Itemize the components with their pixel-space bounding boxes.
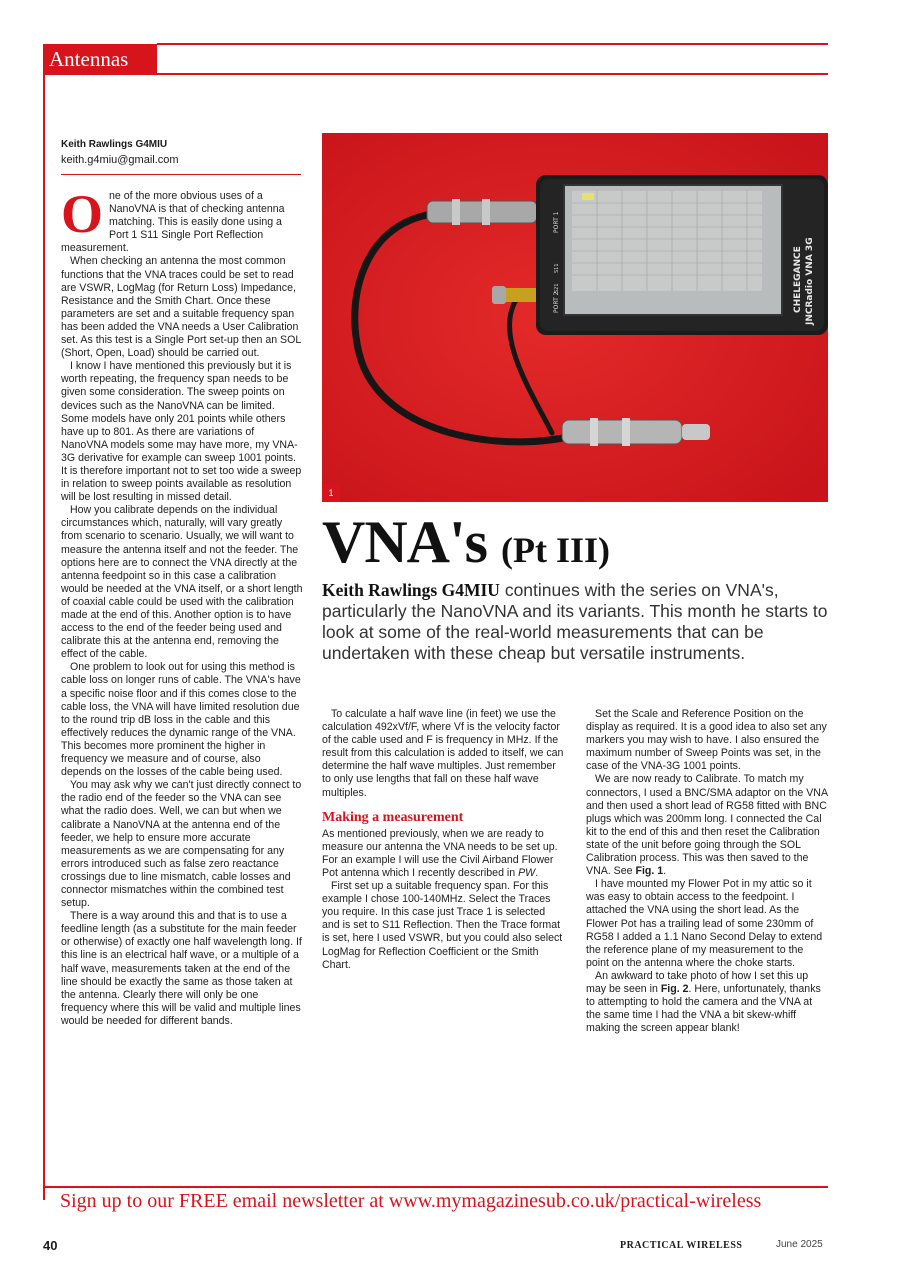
- paragraph-text: ne of the more obvious uses of a NanoVNA is that of checking antenna matching. This is easily done using a Port 1 S11 Single Port Reflection measurement.: [61, 190, 285, 255]
- standfirst-author: Keith Rawlings G4MIU: [322, 580, 500, 600]
- device-model-label: JNCRadio VNA 3G: [805, 237, 815, 325]
- byline-email[interactable]: keith.g4miu@gmail.com: [61, 154, 179, 166]
- figure-reference: Fig. 2: [660, 982, 689, 995]
- magazine-reference: PW: [518, 866, 536, 879]
- vna-photo-illustration: [322, 133, 828, 502]
- paragraph-text: . Here, unfortunately, thanks to attempting to hold the camera and the VNA at the same time I had the VNA a bit skew-whiff making the screen appear blank!: [586, 982, 821, 1035]
- margin-rule: [43, 73, 45, 1200]
- magazine-name: PRACTICAL WIRELESS: [620, 1240, 743, 1251]
- paragraph: One problem to look out for using this method is cable loss on longer runs of cable. The VNA's have a specific noise floor and if this comes close to the cable loss, the VNA will have limited resolution due to the round trip dB loss in the cable and this effectively reduces the dynamic range of the VNA. This becomes more prominent the higher in frequency we measure and of course, also depends on the losses of the cable being used.: [61, 661, 301, 779]
- paragraph-text: An awkward to take photo of how I set this up may be seen in: [586, 969, 809, 995]
- article-column-1: [61, 184, 303, 1028]
- paragraph: First set up a suitable frequency span. For this example I chose 100-140MHz. Select the Traces you require. In this case just Trace 1 is selected and is set to S11 Reflection. Then the Trace format is set, here I used VSWR, but you could also select LogMag for Reflection Coefficient or the Smith Chart.: [322, 880, 563, 971]
- paragraph: How you calibrate depends on the individual circumstances which, naturally, will vary greatly from scenario to scenario. Usually, we will want to measure the antenna itself and not the feeder. The options here are to connect the VNA directly at the antenna feedpoint so in this case a calibration would be needed at the VNA itself, or a short length of coaxial cable could be used with the calibration made at the end of this. Another option is to have access to the end of the feeder being used and calibrate this at the antenna end, removing the effect of the cable.: [61, 504, 303, 661]
- standfirst: [322, 580, 828, 664]
- byline-rule: [61, 174, 301, 175]
- headline-main: VNA's: [322, 509, 488, 575]
- dropcap: O: [61, 184, 104, 244]
- paragraph: I have mounted my Flower Pot in my attic so it was easy to obtain access to the feedpoint. I attached the VNA using the short lead. As the Flower Pot has a trailing lead of some 230mm of RG58 I added a 1.1 Nano Second Delay to extend the reference plane of my measurement to the point on the antenna where the choke starts.: [586, 878, 823, 969]
- issue-date: June 2025: [776, 1239, 823, 1250]
- article-column-3: [586, 708, 829, 1035]
- section-label: Antennas: [43, 44, 157, 74]
- headline-sub: (Pt III): [501, 530, 610, 570]
- paragraph: Set the Scale and Reference Position on the display as required. It is a good idea to also set any markers you may wish to have. I also ensured the maximum number of Sweep Points was set, in the case of the VNA-3G 1001 points.: [586, 708, 827, 773]
- standfirst-text: continues with the series on VNA's, particularly the NanoVNA and its variants. This month he starts to look at some of the real-world measurements that can be undertaken with these cheap but versatile instruments.: [322, 580, 828, 663]
- subheading: Making a measurement: [322, 809, 464, 825]
- newsletter-promo-link[interactable]: Sign up to our FREE email newsletter at www.mymagazinesub.co.uk/practical-wireless: [60, 1190, 762, 1212]
- s11-label: S11: [554, 263, 560, 273]
- footer-rule: [43, 1186, 828, 1188]
- page-number: 40: [43, 1238, 58, 1253]
- paragraph: You may ask why we can't just directly connect to the radio end of the feeder so the VNA can see what the radio does. Well, we can but when we calibrate a NanoVNA at the antenna end of the feeder, we help to ensure more accurate measurements as we are compensating for any errors introduced such as false zero reactance crossings due to line mismatch, cable losses and connector mismatches within the combined test setup.: [61, 779, 302, 910]
- paragraph: When checking an antenna the most common functions that the VNA traces could be set to read are VSWR, LogMag (for Return Loss) Impedance, Resistance and the Smith Chart. Once these parameters are set and a suitable frequency span has been added the VNA needs a User Calibration set. As this test is a Single Port set-up then an SOL (Short, Open, Load) should be carried out.: [61, 255, 301, 360]
- paragraph: [586, 970, 829, 1035]
- paragraph-text: We are now ready to Calibrate. To match my connectors, I used a BNC/SMA adaptor on the VNA and then used a short lead of RG58 fitted with BNC plugs which was 200mm long. I connected the Cal kit to the end of this and then reset the Calibration state of the unit before going through the SOL Calibration process. This was then saved to the VNA. See: [586, 773, 828, 878]
- byline-name: Keith Rawlings G4MIU: [61, 139, 168, 150]
- header-underline: [43, 73, 828, 75]
- paragraph: To calculate a half wave line (in feet) we use the calculation 492xVf/F, where Vf is the velocity factor of the cable used and F is frequency in MHz. If the result from this calculation is added to itself, we can determine the half wave multiples. Just remember to only use lengths that fall on these half wave multiples.: [322, 708, 564, 799]
- figure-number-badge: 1: [322, 484, 340, 502]
- paragraph: As mentioned previously, when we are ready to measure our antenna the VNA needs to be set up. For an example I will use the Civil Airband Flower Pot antenna which I recently described in PW.: [322, 827, 558, 879]
- headline: [322, 509, 610, 580]
- paragraph: [61, 184, 303, 255]
- header-rule: [157, 43, 828, 45]
- s21-label: S21: [554, 283, 560, 293]
- device-brand-label: CHELEGANCE: [793, 246, 803, 313]
- figure-reference: Fig. 1: [635, 865, 664, 878]
- photo-figure-1: [322, 133, 828, 502]
- article-column-2: [322, 708, 564, 972]
- paragraph-text: As mentioned previously, when we are ready to measure our antenna the VNA needs to be set up. For an example I will use the Civil Airband Flower Pot antenna which I recently described in: [322, 827, 558, 879]
- port1-label: PORT 1: [553, 211, 560, 233]
- paragraph: We are now ready to Calibrate. To match my connectors, I used a BNC/SMA adaptor on the VNA and then used a short lead of RG58 fitted with BNC plugs which was 200mm long. I connected the Cal kit to the end of this and then reset the Calibration state of the unit before going through the SOL Calibration process. This was then saved to the VNA. See Fig. 1.: [586, 773, 828, 878]
- paragraph: I know I have mentioned this previously but it is worth repeating, the frequency span needs to be given some consideration. The sweep points on devices such as the NanoVNA can be limited. Some models have only 201 points while others have up to 801. As there are variations of NanoVNA models some may have more, my VNA-3G derivative for example can sweep 1001 points. It is therefore important not to set too wide a sweep in relation to sweep points available as resolution will be lost resulting in missed detail.: [61, 360, 302, 504]
- port2-label: PORT 2: [553, 291, 560, 313]
- paragraph: There is a way around this and that is to use a feedline length (as a substitute for the main feeder or otherwise) of exactly one half wavelength long. If this line is an electrical half wave, or a multiple of a half wave, measurements taken at the end of the line should be exactly the same as those taken at the antenna. Clearly there will only be one frequency where this will be valid and multiple lines would be needed for different bands.: [61, 910, 302, 1027]
